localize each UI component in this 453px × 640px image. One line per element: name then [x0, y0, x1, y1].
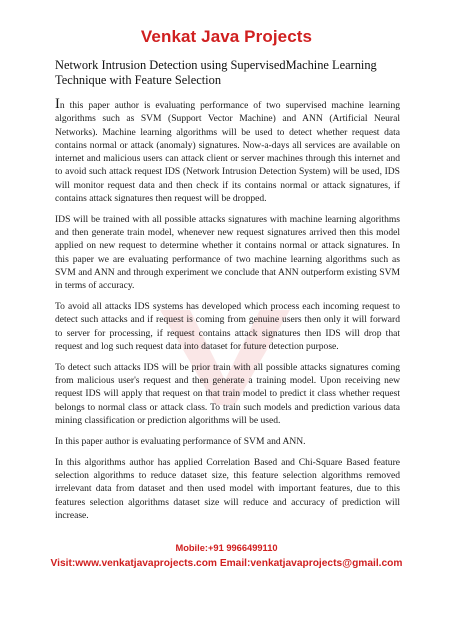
- drop-cap: I: [55, 96, 60, 112]
- paragraph-4: To detect such attacks IDS will be prior train with all possible attacks signatures coming from malicious user's request and then generate a training model. Upon receiving new request IDS will apply that request on that train model to predict it class whether request belongs to normal class or attack class. To train such models and prediction various data mining classification or prediction algorithms will be used.: [55, 361, 400, 427]
- brand-title: Venkat Java Projects: [140, 27, 313, 46]
- paragraph-3: To avoid all attacks IDS systems has developed which process each incoming request to detect such attacks and if request is coming from genuine users then only it will forward to server for processing, if request contains attack signatures then IDS will drop that request and log such request data into dataset for future detection purpose.: [55, 301, 400, 353]
- paragraph-5: In this paper author is evaluating performance of SVM and ANN.: [55, 435, 306, 447]
- paragraph-text: n this paper author is evaluating performance of two supervised machine learning algorithms such as SVM (Support Vector Machine) and ANN (Artificial Neural Networks). Machine learning algorithms will be used to detect whether request data contains normal or attack (anomaly) signatures. Now-a-days all services are available on internet and malicious users can attack client or server machines through this internet and to avoid such attack request IDS (Network Intrusion Detection System) will be used, IDS will monitor request data and then check if its contains normal or attack signatures, if contains attack signatures then request will be dropped.: [55, 100, 400, 205]
- paragraph-1: [55, 96, 400, 205]
- paragraph-2: IDS will be trained with all possible attacks signatures with machine learning algorithms and then generate train model, whenever new request signatures arrived then this model applied on new request to determine whether it contains normal or attack signatures. In this paper we are evaluating performance of two machine learning algorithms such as SVM and ANN and through experiment we conclude that ANN outperform existing SVM in terms of accuracy.: [55, 213, 400, 292]
- document-body: [55, 96, 400, 530]
- paragraph-6: In this algorithms author has applied Correlation Based and Chi-Square Based feature selection algorithms to reduce dataset size, this feature selection algorithms removed irrelevant data from dataset and then used model with important features, due to this features selection algorithms dataset size will reduce and accuracy of prediction will increase.: [55, 456, 400, 521]
- document-title: Network Intrusion Detection using SupervisedMachine Learning Technique with Feature Selection: [55, 58, 377, 88]
- footer-contact: Visit:www.venkatjavaprojects.com Email:venkatjavaprojects@gmail.com: [50, 558, 403, 569]
- footer-mobile: Mobile:+91 9966499110: [175, 543, 278, 553]
